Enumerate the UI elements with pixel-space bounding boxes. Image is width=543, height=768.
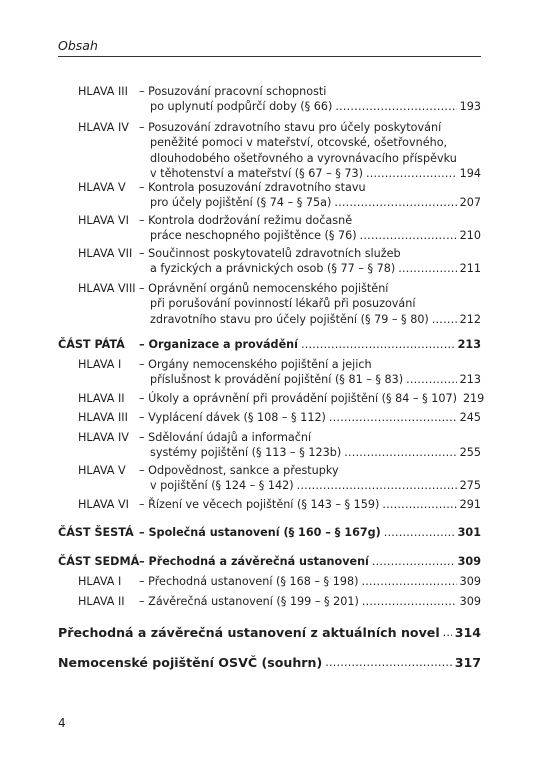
toc-title-text: peněžité pomoci v mateřství, otcovské, ošetřovného,	[150, 136, 448, 150]
toc-title-line	[139, 120, 481, 135]
indent	[139, 296, 150, 311]
toc-entry-title	[139, 213, 481, 244]
toc-title-text: Nemocenské pojištění OSVČ (souhrn)	[58, 655, 323, 670]
toc-page-number: 194	[459, 167, 481, 181]
toc-title-text: Sdělování údajů a informační	[148, 431, 312, 444]
toc-entry-title	[139, 574, 481, 589]
toc-title-line	[139, 195, 481, 210]
header-title: Obsah	[58, 38, 98, 53]
toc-title-text: Přechodná ustanovení (§ 168 – § 198)	[148, 575, 359, 588]
page-number: 4	[58, 716, 66, 730]
toc-title-line	[139, 410, 481, 425]
toc-title-line	[139, 391, 485, 406]
toc-title-text: příslušnost k provádění pojištění (§ 81 – § 83)	[150, 373, 404, 387]
toc-entry-label: HLAVA IV	[78, 121, 129, 134]
indent	[139, 135, 150, 150]
toc-entry-label: HLAVA VIII	[78, 282, 136, 295]
toc-page-number: 219	[462, 392, 485, 405]
toc-entry-title	[139, 120, 481, 182]
toc-dash: –	[139, 338, 149, 351]
toc-title-line	[139, 337, 481, 352]
indent	[139, 372, 150, 387]
toc-dash: –	[139, 85, 149, 98]
dot-leader	[382, 497, 456, 512]
toc-title-text: práce neschopného pojištěnce (§ 76)	[150, 229, 357, 243]
toc-title-line	[139, 151, 481, 166]
dot-leader	[432, 312, 457, 327]
toc-title-text: pro účely pojištění (§ 74 – § 75a)	[150, 196, 332, 210]
dot-leader	[334, 195, 456, 210]
toc-entry-title	[139, 525, 481, 540]
toc-title-text: Přechodná a závěrečná ustanovení	[148, 555, 369, 568]
toc-entry-label: HLAVA V	[78, 464, 126, 477]
toc-title-text: v pojištění (§ 124 – § 142)	[150, 479, 294, 493]
toc-entry-label: HLAVA IV	[78, 431, 129, 444]
toc-entry-label: ČÁST PÁTÁ	[58, 338, 125, 351]
toc-title-line	[139, 296, 481, 311]
toc-title-text: Kontrola posuzování zdravotního stavu	[148, 181, 366, 194]
toc-title-line	[139, 372, 481, 387]
toc-title-line	[139, 99, 481, 114]
toc-page-number: 317	[454, 655, 481, 670]
toc-title-text: Přechodná a závěrečná ustanovení z aktuálních novel	[58, 625, 440, 640]
toc-entry-title	[139, 84, 481, 115]
indent	[139, 99, 150, 114]
indent	[139, 478, 150, 493]
toc-entry-label: HLAVA I	[78, 575, 122, 588]
toc-entry-label: HLAVA I	[78, 358, 122, 371]
toc-page-number: 193	[459, 100, 481, 114]
dot-leader	[362, 594, 457, 609]
toc-dash: –	[139, 121, 149, 134]
toc-title-line	[139, 445, 481, 460]
toc-title-text: Orgány nemocenského pojištění a jejich	[148, 358, 372, 371]
toc-title-text: Závěrečná ustanovení (§ 199 – § 201)	[148, 595, 359, 608]
toc-dash: –	[139, 526, 149, 539]
toc-page-number: 275	[459, 479, 481, 493]
toc-title-text: zdravotního stavu pro účely pojištění (§ 79 – § 80)	[150, 312, 429, 326]
toc-title-text: Úkoly a oprávnění při provádění pojištění (§ 84 – § 107)	[148, 392, 457, 405]
toc-title-line	[139, 312, 481, 327]
toc-title-text: Odpovědnost, sankce a přestupky	[148, 464, 339, 477]
toc-entry-label: HLAVA VI	[78, 214, 129, 227]
toc-title-line	[139, 497, 481, 512]
toc-title-line	[139, 574, 481, 589]
toc-dash: –	[139, 431, 149, 444]
toc-dash: –	[139, 555, 149, 568]
toc-title-line	[58, 655, 481, 670]
toc-dash: –	[139, 498, 149, 511]
toc-page-number: 309	[457, 555, 481, 568]
dot-leader	[344, 445, 456, 460]
toc-entry-title	[139, 281, 481, 327]
toc-dash: –	[139, 595, 149, 608]
toc-entry-label: HLAVA V	[78, 181, 126, 194]
toc-entry-title	[139, 391, 485, 406]
toc-title-line	[58, 625, 481, 640]
toc-entry-title	[139, 594, 481, 609]
toc-title-text: při porušování povinností lékařů při posuzování	[150, 297, 416, 311]
toc-page-number: 309	[459, 575, 481, 588]
toc-title-text: dlouhodobého ošetřovného a vyrovnávacího příspěvku	[150, 151, 457, 165]
dot-leader	[335, 99, 456, 114]
toc-dash: –	[139, 282, 149, 295]
indent	[139, 151, 150, 166]
toc-title-text: Kontrola dodržování režimu dočasně	[148, 214, 353, 227]
toc-title-text: v těhotenství a mateřství (§ 67 – § 73)	[150, 167, 363, 181]
toc-title-text: po uplynutí podpůrčí doby (§ 66)	[150, 100, 333, 114]
toc-entry-label: HLAVA II	[78, 595, 125, 608]
dot-leader	[325, 655, 451, 670]
dot-leader	[297, 478, 457, 493]
toc-title-text: Oprávnění orgánů nemocenského pojištění	[148, 282, 389, 295]
toc-title-text: a fyzických a právnických osob (§ 77 – § 78)	[150, 262, 396, 276]
toc-entry-title	[139, 337, 481, 352]
toc-page-number: 211	[459, 262, 481, 276]
toc-page-number: 301	[457, 526, 481, 539]
dot-leader	[406, 372, 456, 387]
toc-entry-label: HLAVA VI	[78, 498, 129, 511]
dot-leader	[384, 525, 455, 540]
toc-entry-title	[139, 357, 481, 388]
toc-title-line	[139, 357, 481, 372]
indent	[139, 228, 150, 243]
toc-title-text: Organizace a provádění	[148, 338, 298, 351]
toc-entry-title	[58, 655, 481, 670]
toc-title-text: Řízení ve věcech pojištění (§ 143 – § 159)	[148, 498, 380, 511]
toc-title-text: Posuzování zdravotního stavu pro účely poskytování	[148, 121, 442, 134]
dot-leader	[398, 261, 456, 276]
toc-entry-label: HLAVA III	[78, 85, 128, 98]
toc-dash: –	[139, 358, 149, 371]
dot-leader	[443, 625, 452, 640]
toc-dash: –	[139, 392, 149, 405]
toc-page-number: 245	[459, 411, 481, 424]
toc-dash: –	[139, 214, 149, 227]
dot-leader	[301, 337, 455, 352]
toc-entry-label: HLAVA III	[78, 411, 128, 424]
toc-title-text: Posuzování pracovní schopnosti	[148, 85, 327, 98]
toc-page-number: 314	[454, 625, 481, 640]
toc-entry-title	[139, 410, 481, 425]
toc-entry-title	[139, 430, 481, 461]
toc-entry-label: ČÁST ŠESTÁ	[58, 526, 134, 539]
toc-dash: –	[139, 464, 149, 477]
indent	[139, 445, 150, 460]
toc-page-number: 213	[457, 338, 481, 351]
toc-title-line	[139, 228, 481, 243]
toc-title-text: Společná ustanovení (§ 160 – § 167g)	[148, 526, 381, 539]
toc-title-line	[139, 463, 481, 478]
toc-page-number: 291	[459, 498, 481, 511]
dot-leader	[329, 410, 457, 425]
indent	[139, 312, 150, 327]
toc-title-line	[139, 180, 481, 195]
toc-dash: –	[139, 575, 149, 588]
toc-title-line	[139, 135, 481, 150]
dot-leader	[361, 574, 456, 589]
toc-entry-label: ČÁST SEDMÁ	[58, 555, 140, 568]
toc-dash: –	[139, 181, 149, 194]
toc-title-line	[139, 261, 481, 276]
indent	[139, 261, 150, 276]
running-header	[58, 38, 481, 57]
toc-title-line	[139, 430, 481, 445]
toc-title-line	[139, 84, 481, 99]
toc-page-number: 255	[459, 446, 481, 460]
toc-page-number: 309	[459, 595, 481, 608]
toc-entry-title	[139, 246, 481, 277]
toc-entry-label: HLAVA II	[78, 392, 125, 405]
toc-title-line	[139, 281, 481, 296]
toc-page-number: 212	[459, 312, 481, 326]
toc-title-text: Součinnost poskytovatelů zdravotních služeb	[148, 247, 401, 260]
toc-title-line	[139, 525, 481, 540]
toc-entry-title	[139, 554, 481, 569]
dot-leader	[360, 228, 457, 243]
toc-title-text: systémy pojištění (§ 113 – § 123b)	[150, 446, 342, 460]
toc-dash: –	[139, 411, 149, 424]
toc-entry-title	[58, 625, 481, 640]
toc-title-line	[139, 478, 481, 493]
toc-title-text: Vyplácení dávek (§ 108 – § 112)	[148, 411, 326, 424]
toc-entry-label: HLAVA VII	[78, 247, 133, 260]
toc-title-line	[139, 554, 481, 569]
toc-page-number: 210	[459, 229, 481, 243]
toc-entry-title	[139, 497, 481, 512]
toc-title-line	[139, 246, 481, 261]
indent	[139, 195, 150, 210]
toc-title-line	[139, 213, 481, 228]
toc-entry-title	[139, 463, 481, 494]
toc-page-number: 213	[459, 373, 481, 387]
toc-title-line	[139, 594, 481, 609]
toc-entry-title	[139, 180, 481, 211]
toc-dash: –	[139, 247, 149, 260]
toc-page-number: 207	[459, 196, 481, 210]
dot-leader	[372, 554, 455, 569]
